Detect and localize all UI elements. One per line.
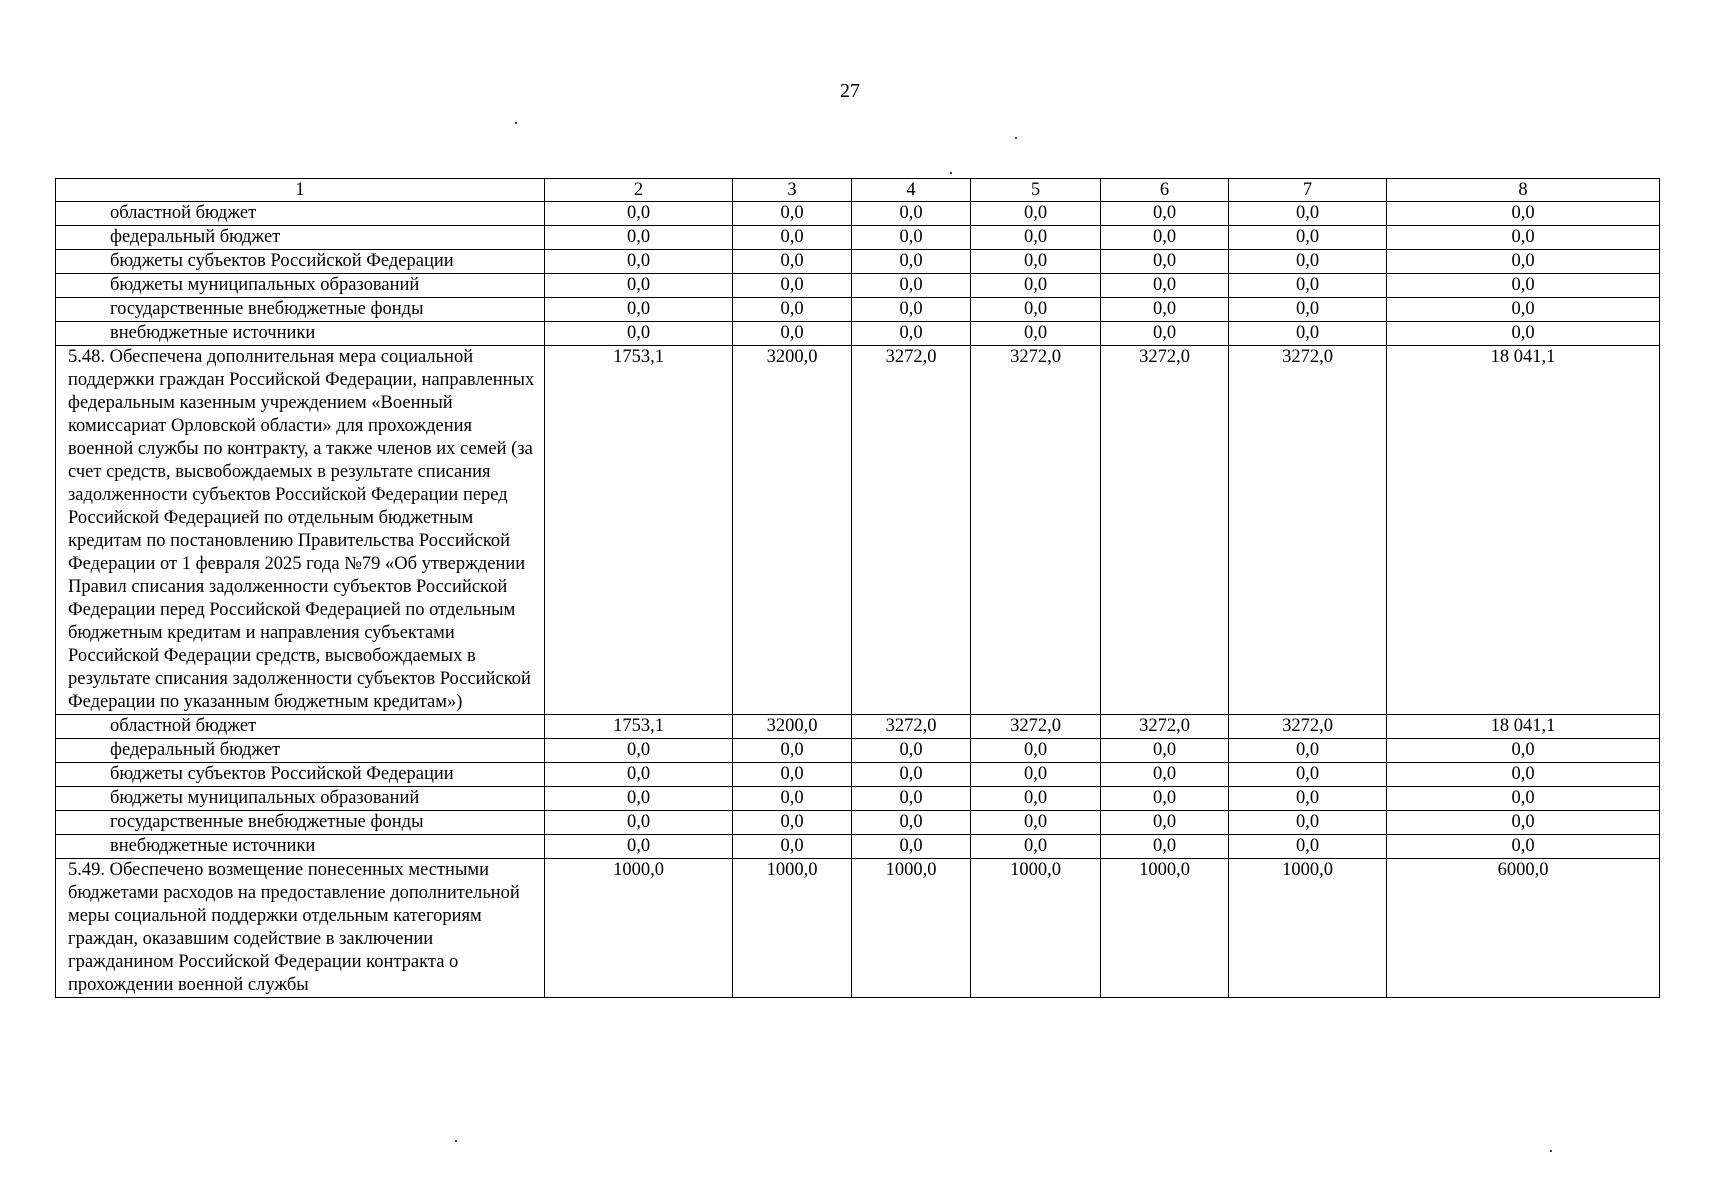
year-value: 0,0 — [971, 202, 1101, 226]
year-value: 0,0 — [971, 226, 1101, 250]
year-value: 0,0 — [1229, 763, 1387, 787]
year-value: 0,0 — [733, 250, 852, 274]
year-value: 0,0 — [852, 250, 971, 274]
year-value: 0,0 — [852, 226, 971, 250]
year-value: 0,0 — [852, 763, 971, 787]
year-value: 0,0 — [1101, 322, 1229, 346]
funding-source-label: государственные внебюджетные фонды — [56, 298, 545, 322]
total-value: 0,0 — [1387, 274, 1660, 298]
year-value: 1753,1 — [545, 715, 733, 739]
year-value: 1000,0 — [971, 859, 1101, 998]
scan-speck — [455, 1140, 457, 1142]
funding-source-label: областной бюджет — [56, 715, 545, 739]
year-value: 0,0 — [852, 202, 971, 226]
year-value: 1000,0 — [1101, 859, 1229, 998]
header-row — [56, 179, 1660, 202]
year-value: 0,0 — [1229, 811, 1387, 835]
year-value: 0,0 — [1229, 274, 1387, 298]
year-value: 0,0 — [1101, 739, 1229, 763]
total-value: 0,0 — [1387, 322, 1660, 346]
table-row-source — [56, 322, 1660, 346]
total-value: 0,0 — [1387, 298, 1660, 322]
funding-source-label: областной бюджет — [56, 202, 545, 226]
table-row-source — [56, 739, 1660, 763]
year-value: 0,0 — [733, 763, 852, 787]
year-value: 1000,0 — [852, 859, 971, 998]
year-value: 3272,0 — [1101, 346, 1229, 715]
year-value: 0,0 — [971, 763, 1101, 787]
column-header: 5 — [971, 179, 1101, 202]
year-value: 0,0 — [1101, 274, 1229, 298]
year-value: 0,0 — [733, 322, 852, 346]
year-value: 0,0 — [1229, 226, 1387, 250]
table-row-source — [56, 298, 1660, 322]
page-number: 27 — [840, 80, 860, 102]
table-row-source — [56, 226, 1660, 250]
funding-source-label: бюджеты муниципальных образований — [56, 274, 545, 298]
year-value: 0,0 — [971, 811, 1101, 835]
year-value: 0,0 — [852, 811, 971, 835]
year-value: 0,0 — [852, 274, 971, 298]
table-row-source — [56, 202, 1660, 226]
year-value: 3272,0 — [852, 346, 971, 715]
table-row-source — [56, 763, 1660, 787]
scan-speck — [1550, 1150, 1552, 1152]
year-value: 0,0 — [545, 226, 733, 250]
year-value: 0,0 — [545, 739, 733, 763]
year-value: 0,0 — [1229, 250, 1387, 274]
year-value: 0,0 — [1229, 835, 1387, 859]
year-value: 0,0 — [971, 298, 1101, 322]
year-value: 0,0 — [545, 763, 733, 787]
year-value: 0,0 — [733, 274, 852, 298]
year-value: 0,0 — [1229, 787, 1387, 811]
year-value: 1000,0 — [1229, 859, 1387, 998]
column-header: 3 — [733, 179, 852, 202]
year-value: 0,0 — [852, 835, 971, 859]
table-row-source — [56, 715, 1660, 739]
budget-table — [55, 178, 1660, 998]
year-value: 0,0 — [545, 250, 733, 274]
year-value: 0,0 — [1101, 763, 1229, 787]
year-value: 0,0 — [971, 835, 1101, 859]
year-value: 0,0 — [1101, 298, 1229, 322]
year-value: 0,0 — [1101, 226, 1229, 250]
year-value: 0,0 — [545, 202, 733, 226]
year-value: 0,0 — [545, 835, 733, 859]
year-value: 0,0 — [852, 787, 971, 811]
year-value: 0,0 — [733, 787, 852, 811]
year-value: 0,0 — [545, 322, 733, 346]
year-value: 0,0 — [852, 739, 971, 763]
year-value: 3272,0 — [1229, 346, 1387, 715]
year-value: 1000,0 — [545, 859, 733, 998]
year-value: 3272,0 — [971, 715, 1101, 739]
year-value: 0,0 — [1101, 835, 1229, 859]
column-header: 8 — [1387, 179, 1660, 202]
total-value: 0,0 — [1387, 763, 1660, 787]
funding-source-label: федеральный бюджет — [56, 739, 545, 763]
year-value: 0,0 — [733, 226, 852, 250]
total-value: 0,0 — [1387, 835, 1660, 859]
year-value: 0,0 — [545, 298, 733, 322]
column-header: 1 — [56, 179, 545, 202]
table-row-source — [56, 787, 1660, 811]
year-value: 3272,0 — [1229, 715, 1387, 739]
funding-source-label: бюджеты субъектов Российской Федерации — [56, 763, 545, 787]
funding-source-label: государственные внебюджетные фонды — [56, 811, 545, 835]
table-row-item — [56, 859, 1660, 998]
table-row-source — [56, 835, 1660, 859]
year-value: 0,0 — [971, 274, 1101, 298]
year-value: 3200,0 — [733, 715, 852, 739]
total-value: 0,0 — [1387, 226, 1660, 250]
year-value: 0,0 — [733, 739, 852, 763]
column-header: 2 — [545, 179, 733, 202]
funding-source-label: бюджеты субъектов Российской Федерации — [56, 250, 545, 274]
year-value: 0,0 — [545, 274, 733, 298]
year-value: 0,0 — [1101, 202, 1229, 226]
scan-speck — [950, 172, 952, 174]
year-value: 1753,1 — [545, 346, 733, 715]
year-value: 0,0 — [1229, 298, 1387, 322]
year-value: 0,0 — [1229, 202, 1387, 226]
item-description: 5.48. Обеспечена дополнительная мера социальной поддержки граждан Российской Федерации, направленных федеральным казенным учреждением «Военный комиссариат Орловской области» для прохождения военной службы по контракту, а также членов их семей (за счет средств, высвобождаемых в результате списания задолженности субъектов Российской Федерации перед Российской Федерацией по отдельным бюджетным кредитам по постановлению Правительства Российской Федерации от 1 февраля 2025 года №79 «Об утверждении Правил списания задолженности субъектов Российской Федерации перед Российской Федерацией по отдельным бюджетным кредитам и направления субъектами Российской Федерации средств, высвобождаемых в результате списания задолженности субъектов Российской Федерации по указанным бюджетным кредитам») — [56, 346, 545, 715]
year-value: 3200,0 — [733, 346, 852, 715]
year-value: 0,0 — [1101, 787, 1229, 811]
total-value: 6000,0 — [1387, 859, 1660, 998]
funding-source-label: бюджеты муниципальных образований — [56, 787, 545, 811]
total-value: 0,0 — [1387, 202, 1660, 226]
year-value: 0,0 — [852, 322, 971, 346]
year-value: 0,0 — [971, 739, 1101, 763]
year-value: 3272,0 — [1101, 715, 1229, 739]
year-value: 0,0 — [545, 787, 733, 811]
scan-speck — [515, 122, 517, 124]
total-value: 0,0 — [1387, 739, 1660, 763]
year-value: 0,0 — [971, 787, 1101, 811]
year-value: 3272,0 — [852, 715, 971, 739]
year-value: 0,0 — [971, 250, 1101, 274]
total-value: 18 041,1 — [1387, 346, 1660, 715]
year-value: 0,0 — [733, 835, 852, 859]
item-description: 5.49. Обеспечено возмещение понесенных местными бюджетами расходов на предоставление дополнительной меры социальной поддержки отдельным категориям граждан, оказавшим содействие в заключении гражданином Российской Федерации контракта о прохождении военной службы — [56, 859, 545, 998]
year-value: 0,0 — [545, 811, 733, 835]
scan-speck — [1015, 137, 1017, 139]
year-value: 3272,0 — [971, 346, 1101, 715]
total-value: 0,0 — [1387, 250, 1660, 274]
total-value: 0,0 — [1387, 787, 1660, 811]
funding-source-label: федеральный бюджет — [56, 226, 545, 250]
total-value: 0,0 — [1387, 811, 1660, 835]
total-value: 18 041,1 — [1387, 715, 1660, 739]
year-value: 0,0 — [733, 202, 852, 226]
year-value: 0,0 — [852, 298, 971, 322]
column-header: 7 — [1229, 179, 1387, 202]
funding-source-label: внебюджетные источники — [56, 835, 545, 859]
table-row-source — [56, 250, 1660, 274]
column-header: 4 — [852, 179, 971, 202]
year-value: 0,0 — [1229, 322, 1387, 346]
column-header: 6 — [1101, 179, 1229, 202]
table-row-source — [56, 274, 1660, 298]
table-row-item — [56, 346, 1660, 715]
year-value: 0,0 — [1101, 811, 1229, 835]
year-value: 0,0 — [733, 811, 852, 835]
year-value: 0,0 — [733, 298, 852, 322]
funding-source-label: внебюджетные источники — [56, 322, 545, 346]
year-value: 1000,0 — [733, 859, 852, 998]
year-value: 0,0 — [1101, 250, 1229, 274]
table-row-source — [56, 811, 1660, 835]
year-value: 0,0 — [1229, 739, 1387, 763]
year-value: 0,0 — [971, 322, 1101, 346]
